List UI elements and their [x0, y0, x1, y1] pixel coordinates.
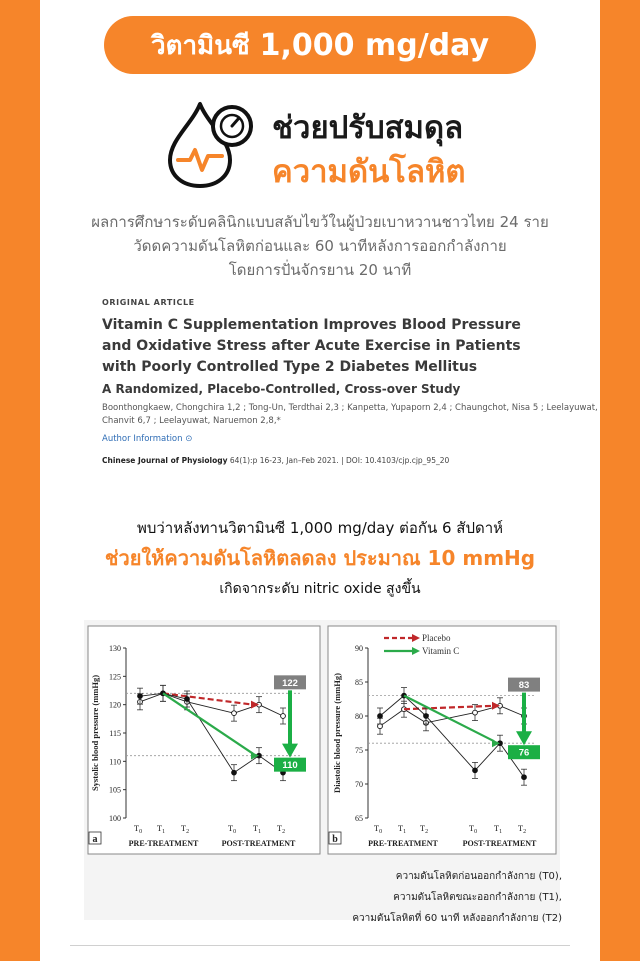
- panel-a-y-label: Systolic blood pressure (mmHg): [90, 674, 100, 792]
- y-tick-label: 105: [109, 785, 121, 795]
- y-tick-label: 100: [109, 814, 121, 823]
- finding-highlight: ช่วยให้ความดันโลหิตลดลง ประมาณ 10 mmHg: [104, 546, 536, 570]
- article-title-line3: with Poorly Controlled Type 2 Diabetes Mellitus: [102, 359, 478, 375]
- group-label-pre: PRE-TREATMENT: [368, 839, 438, 848]
- panel-a-frame: [88, 626, 320, 854]
- y-tick-label: 115: [109, 729, 121, 738]
- article-subtitle: A Randomized, Placebo-Controlled, Cross-over Study: [102, 382, 461, 396]
- article-tag: ORIGINAL ARTICLE: [102, 298, 195, 307]
- note-t0: ความดันโลหิตก่อนออกกำลังกาย (T0),: [395, 871, 562, 882]
- value-after-label: 76: [518, 747, 530, 759]
- x-tick-label: $T_0$: [468, 823, 478, 835]
- y-tick-label: 80: [355, 712, 363, 721]
- blood-drop-pressure-gauge-icon: [162, 98, 260, 190]
- summary-line2: วัดดความดันโลหิตก่อนและ 60 นาทีหลังการออกกำลังกาย: [133, 237, 507, 255]
- x-tick-label: $T_1$: [493, 823, 503, 835]
- study-summary: [60, 210, 580, 282]
- article-citation: [102, 298, 598, 465]
- y-tick-label: 125: [109, 672, 121, 682]
- value-before-label: 83: [518, 680, 530, 692]
- legend-vitamin-c-label: Vitamin C: [422, 646, 460, 656]
- x-tick-label: $T_1$: [252, 823, 262, 835]
- y-tick-label: 65: [355, 814, 363, 823]
- vitamin-c-point: [522, 775, 527, 780]
- y-tick-label: 110: [109, 757, 121, 767]
- journal-reference: [102, 456, 562, 465]
- note-t1: ความดันโลหิตขณะออกกำลังกาย (T1),: [393, 892, 562, 903]
- time-point-notes: [300, 866, 562, 929]
- y-tick-label: 120: [109, 700, 121, 710]
- panel-b-letter: b: [332, 834, 338, 845]
- panel-a-letter: a: [92, 834, 98, 845]
- placebo-point: [473, 710, 478, 715]
- note-t2: ความดันโลหิตที่ 60 นาที หลังออกกำลังกาย (T2): [352, 913, 562, 924]
- vitamin-c-point: [424, 714, 429, 719]
- x-tick-label: $T_0$: [373, 823, 383, 835]
- placebo-point: [378, 724, 383, 729]
- y-tick-label: 90: [355, 644, 363, 653]
- y-tick-label: 75: [355, 746, 363, 755]
- summary-line1: ผลการศึกษาระดับคลินิกแบบสลับไขว้ในผู้ป่วยเบาหวานชาวไทย 24 ราย: [91, 213, 549, 231]
- page-title-line1: ช่วยปรับสมดุล: [272, 110, 464, 146]
- value-before-label: 122: [282, 677, 298, 689]
- article-title: [102, 315, 562, 378]
- article-title-line1: Vitamin C Supplementation Improves Blood Pressure: [102, 317, 521, 333]
- bottom-divider: [70, 945, 570, 946]
- y-tick-label: 85: [355, 678, 363, 687]
- vitamin-c-point: [378, 714, 383, 719]
- group-label-post: POST-TREATMENT: [221, 839, 296, 848]
- x-tick-label: $T_2$: [276, 823, 286, 835]
- x-tick-label: $T_2$: [419, 823, 429, 835]
- header-dose-label: 1,000 mg/day: [259, 27, 490, 63]
- header-thai-label: วิตามินซี: [150, 30, 250, 61]
- x-tick-label: $T_0$: [227, 823, 237, 835]
- article-title-line2: and Oxidative Stress after Acute Exercise in Patients: [102, 338, 521, 354]
- summary-line3: โดยการปั่นจักรยาน 20 นาที: [228, 261, 412, 279]
- vitamin-c-point: [138, 694, 143, 699]
- group-label-post: POST-TREATMENT: [462, 839, 537, 848]
- vitamin-c-point: [473, 768, 478, 773]
- authors-line2: Chanvit 6,7 ; Leelayuwat, Naruemon 2,8,*: [102, 416, 281, 426]
- legend-placebo-label: Placebo: [422, 633, 451, 643]
- value-after-label: 110: [282, 760, 298, 772]
- placebo-point: [281, 714, 286, 719]
- x-tick-label: $T_1$: [156, 823, 166, 835]
- finding-line3: เกิดจากระดับ nitric oxide สูงขึ้น: [219, 581, 421, 597]
- vitamin-c-point: [185, 697, 190, 702]
- header-banner: [104, 16, 536, 74]
- x-tick-label: $T_0$: [133, 823, 143, 835]
- finding-line1: พบว่าหลังทานวิตามินซี 1,000 mg/day ต่อกัน 6 สัปดาห์: [136, 519, 504, 537]
- panel-b-y-label: Diastolic blood pressure (mmHg): [332, 673, 342, 793]
- placebo-point: [232, 711, 237, 716]
- authors-line1: Boonthongkaew, Chongchira 1,2 ; Tong-Un, Terdthai 2,3 ; Kanpetta, Yupaporn 2,4 ; Chaungchot, Nisa 5 ; Leelayuwat,: [102, 403, 598, 413]
- x-tick-label: $T_1$: [397, 823, 407, 835]
- journal-details: 64(1):p 16-23, Jan–Feb 2021. | DOI: 10.4103/cjp.cjp_95_20: [227, 456, 450, 465]
- group-label-pre: PRE-TREATMENT: [128, 839, 199, 848]
- journal-name: Chinese Journal of Physiology: [102, 456, 228, 465]
- y-tick-label: 130: [109, 644, 121, 653]
- y-tick-label: 70: [355, 780, 363, 789]
- x-tick-label: $T_2$: [517, 823, 527, 835]
- x-tick-label: $T_2$: [180, 823, 190, 835]
- vitamin-c-point: [232, 770, 237, 775]
- article-authors: [102, 402, 598, 428]
- author-information-link[interactable]: Author Information ⊙: [102, 434, 193, 444]
- page-title-line2: ความดันโลหิต: [272, 154, 466, 190]
